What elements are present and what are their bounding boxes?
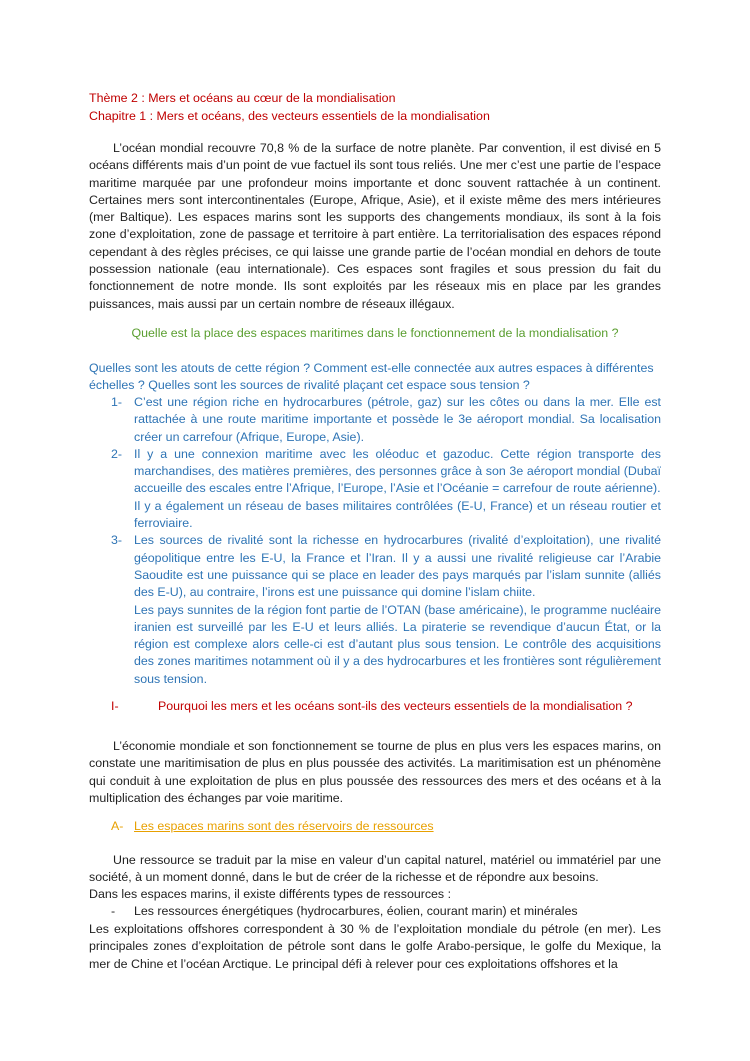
resource-list-text: Les ressources énergétiques (hydrocarbures, éolien, courant marin) et minérales [134, 904, 578, 918]
subsection-title: Les espaces marins sont des réservoirs de ressources [134, 819, 434, 833]
list-number: 2- [111, 446, 123, 461]
answers-list [89, 394, 661, 688]
dash-bullet: - [111, 904, 116, 918]
list-number: 1- [111, 395, 123, 409]
list-text: C’est une région riche en hydrocarbures (pétrole, gaz) sur les côtes ou dans la mer. Elle est rattachée à une route maritime importante et possède le 3e aéroport mondial. Sa localisation créer un carrefour (Afrique, Europe, Asie). [134, 395, 661, 444]
list-item-continuation: Les pays sunnites de la région font partie de l’OTAN (base américaine), le programme nucléaire iranien est surveillé par les E-U et leurs alliés. La piraterie se revendique d’aucun État, or la région est complexe alors celle-ci est d’autant plus sous tension. Le contrôle des acquisitions des zones maritimes notamment où il y a des hydrocarbures et les frontières sont régulièrement sous tension. [134, 602, 661, 686]
theme-title: Thème 2 : Mers et océans au cœur de la mondialisation [89, 91, 396, 105]
section-number: I- [111, 699, 119, 713]
list-item-continuation: Il y a également un réseau de bases militaires contrôlées (E-U, France) et un réseau routier et ferroviaire. [134, 498, 661, 531]
list-text: Il y a une connexion maritime avec les oléoduc et gazoduc. Cette région transporte des marchandises, des matières premières, des personnes grâce à son 3e aéroport mondial (Dubaï accueille des escales entre l’Afrique, l’Europe, l’Asie et l’Océanie = carrefour de route aérienne). [134, 446, 661, 496]
list-text: Les sources de rivalité sont la richesse en hydrocarbures (rivalité d’exploitation), une rivalité géopolitique entre les E-U, la France et l’Iran. Il y a aussi une rivalité religieuse car l’Arabie Saoudite est une puissance qui se place en leader des pays marqués par l’islam sunnite (alliés des E-U), au contraire, l’irons est une puissance qui domine l’islam chiite. [134, 533, 661, 600]
section-title: Pourquoi les mers et les océans sont-ils des vecteurs essentiels de la mondialisation ? [158, 699, 633, 713]
document-header [89, 90, 661, 125]
intro-paragraph: L’océan mondial recouvre 70,8 % de la surface de notre planète. Par convention, il est divisé en 5 océans différents mais d’un point de vue factuel ils sont tous reliés. Une mer c’est une partie de l’espace maritime marquée par une profondeur moins importante et donc souvent rattachée à un continent. Certaines mers sont intercontinentales (Europe, Afrique, Asie), et il existe même des mers intérieures (mer Baltique). Les espaces marins sont les supports des changements mondiaux, ils sont à la fois zone d’exploitation, zone de passage et territoire à part entière. La territorialisation des espaces répond cependant à des règles précises, ce qui laisse une grande partie de l’océan mondial en dehors de toute possession nationale (eau internationale). Ces espaces sont fragiles et sous pression du fait du fonctionnement de notre monde. Ils sont exploités par les réseaux mis en place par les grandes puissances, mais aussi par un certain nombre de réseaux illégaux. [89, 141, 661, 311]
offshore-paragraph: Les exploitations offshores correspondent à 30 % de l’exploitation mondiale du pétrole (en mer). Les principales zones d’exploitation de pétrole sont dans le golfe Arabo-persique, le golfe du Mexique, la mer de Chine et l’océan Arctique. Le principal défi à relever pour ces exploitations offshores et la [89, 922, 661, 971]
questions-paragraph: Quelles sont les atouts de cette région ? Comment est-elle connectée aux autres espaces à différentes échelles ? Quelles sont les sources de rivalité plaçant cet espace sous tension ? [89, 361, 654, 393]
list-number: 3- [111, 533, 123, 548]
list-item [89, 394, 661, 446]
resource-definition: Une ressource se traduit par la mise en valeur d’un capital naturel, matériel ou immatériel par une société, à un moment donné, dans le but de créer de la richesse et de répondre aux besoins. [89, 853, 661, 885]
section-paragraph: L’économie mondiale et son fonctionnement se tourne de plus en plus vers les espaces marins, on constate une maritimisation de plus en plus poussée des activités. La maritimisation est un phénomène qui conduit à une exploitation de plus en plus poussée des ressources des mers et des océans et à la multiplication des échanges par voie maritime. [89, 739, 661, 805]
chapter-title: Chapitre 1 : Mers et océans, des vecteurs essentiels de la mondialisation [89, 108, 490, 123]
subsection-number: A- [111, 819, 124, 833]
list-item [89, 446, 661, 498]
list-item [89, 532, 661, 601]
resource-types-intro: Dans les espaces marins, il existe différents types de ressources : [89, 887, 452, 901]
problematique: Quelle est la place des espaces maritimes dans le fonctionnement de la mondialisation ? [131, 326, 619, 340]
